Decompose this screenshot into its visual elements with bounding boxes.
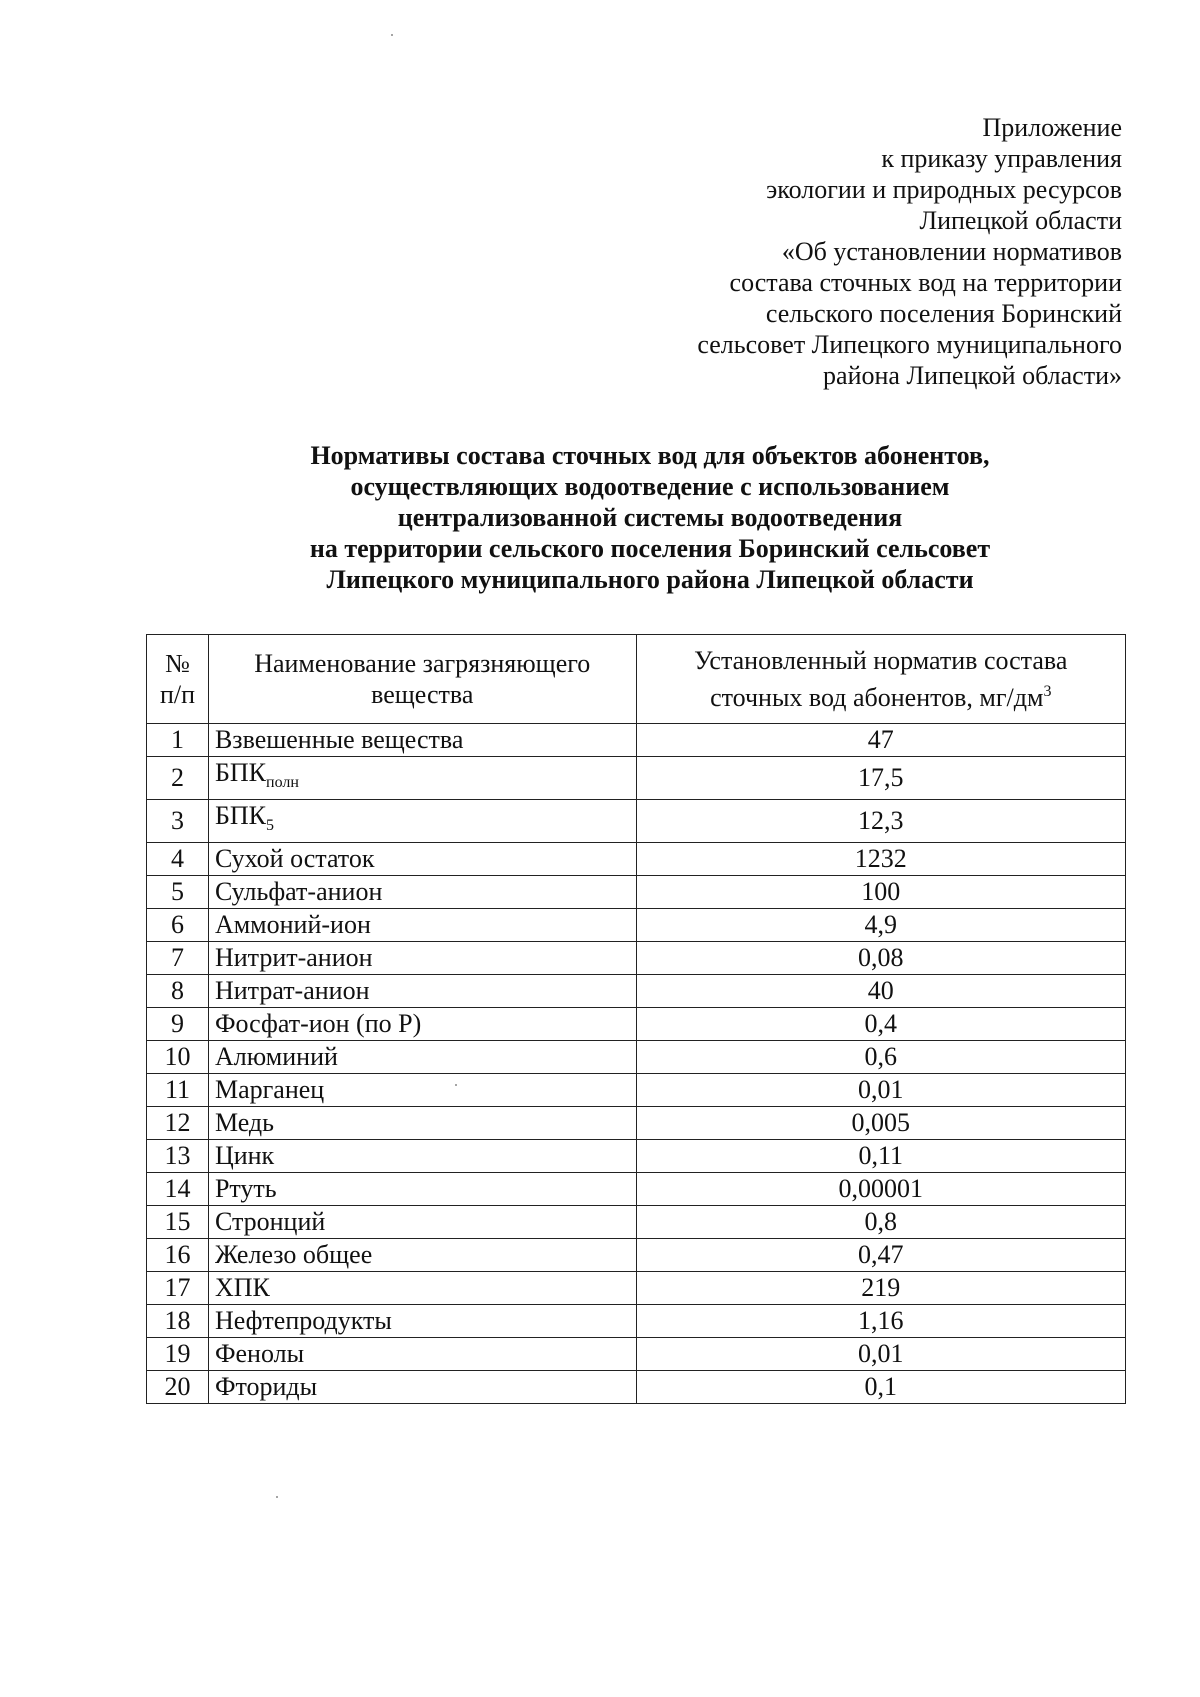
title-line: централизованной системы водоотведения (397, 503, 903, 532)
substance-name-cell (208, 800, 636, 843)
row-number: 2 (147, 757, 209, 800)
appendix-block (697, 112, 1122, 391)
norm-value: 0,01 (636, 1074, 1125, 1107)
row-number: 1 (147, 724, 209, 757)
table-row (147, 975, 1126, 1008)
norm-value: 219 (636, 1272, 1125, 1305)
row-number: 6 (147, 909, 209, 942)
appendix-line: сельсовет Липецкого муниципального (697, 330, 1122, 359)
substance-name: Сульфат-анион (214, 877, 383, 907)
header-number-line2: п/п (159, 680, 195, 709)
norm-value: 0,00001 (636, 1173, 1125, 1206)
substance-name: Сухой остаток (214, 844, 375, 874)
table-row (147, 757, 1126, 800)
norm-value: 0,47 (636, 1239, 1125, 1272)
substance-name-cell (208, 1239, 636, 1272)
row-number: 16 (147, 1239, 209, 1272)
substance-name: Фосфат-ион (по Р) (214, 1009, 422, 1039)
row-number: 12 (147, 1107, 209, 1140)
table-row (147, 1272, 1126, 1305)
norm-value: 17,5 (636, 757, 1125, 800)
norm-value: 1,16 (636, 1305, 1125, 1338)
header-norm-unit-exponent: 3 (1043, 683, 1052, 700)
substance-name-cell (208, 1338, 636, 1371)
header-number (147, 635, 209, 724)
title-line: Липецкого муниципального района Липецкой области (326, 565, 974, 594)
scan-speck (455, 1084, 457, 1086)
table-row (147, 876, 1126, 909)
norm-value: 0,8 (636, 1206, 1125, 1239)
table-row (147, 1305, 1126, 1338)
scan-speck (276, 1496, 278, 1498)
table-row (147, 1239, 1126, 1272)
norm-value: 0,1 (636, 1371, 1125, 1404)
substance-name: БПК (214, 758, 267, 787)
norm-value: 12,3 (636, 800, 1125, 843)
substance-name-cell (208, 876, 636, 909)
substance-name: Железо общее (214, 1240, 373, 1270)
row-number: 14 (147, 1173, 209, 1206)
table-row (147, 1173, 1126, 1206)
norm-value: 4,9 (636, 909, 1125, 942)
header-norm (636, 635, 1125, 724)
norm-value: 0,01 (636, 1338, 1125, 1371)
header-substance (208, 635, 636, 724)
header-substance-line2: вещества (371, 680, 474, 709)
appendix-line: Приложение (982, 113, 1122, 142)
substance-name-cell (208, 1107, 636, 1140)
substance-name-cell (208, 1305, 636, 1338)
substance-name: Марганец (214, 1075, 325, 1105)
substance-name: Взвешенные вещества (214, 725, 464, 754)
substance-name: Фенолы (214, 1339, 305, 1369)
row-number: 10 (147, 1041, 209, 1074)
norm-value: 40 (636, 975, 1125, 1008)
row-number: 3 (147, 800, 209, 843)
substance-name-cell (208, 724, 636, 757)
row-number: 8 (147, 975, 209, 1008)
substance-name: Ртуть (214, 1174, 277, 1204)
substance-name-cell (208, 1206, 636, 1239)
row-number: 5 (147, 876, 209, 909)
substance-subscript: 5 (266, 817, 275, 835)
substance-name: Медь (214, 1108, 275, 1138)
table-row (147, 800, 1126, 843)
row-number: 4 (147, 843, 209, 876)
document-title (150, 440, 1150, 595)
row-number: 7 (147, 942, 209, 975)
table-row (147, 1074, 1126, 1107)
appendix-line: состава сточных вод на территории (729, 268, 1122, 297)
row-number: 9 (147, 1008, 209, 1041)
row-number: 20 (147, 1371, 209, 1404)
table-row (147, 843, 1126, 876)
appendix-line: сельского поселения Боринский (765, 299, 1122, 328)
substance-name: Аммоний-ион (214, 910, 371, 940)
substance-name-cell (208, 1140, 636, 1173)
appendix-line: Липецкой области (919, 206, 1122, 235)
row-number: 18 (147, 1305, 209, 1338)
norm-value: 47 (636, 724, 1125, 757)
norms-table (146, 634, 1126, 1404)
header-number-line1: № (165, 649, 190, 678)
title-line: осуществляющих водоотведение с использованием (350, 472, 950, 501)
substance-name-cell (208, 1074, 636, 1107)
substance-name: Фториды (214, 1372, 318, 1402)
table-row (147, 1371, 1126, 1404)
substance-name-cell (208, 1371, 636, 1404)
appendix-line: района Липецкой области» (823, 361, 1122, 390)
row-number: 19 (147, 1338, 209, 1371)
substance-name: Нефтепродукты (214, 1306, 392, 1336)
table-row (147, 1107, 1126, 1140)
substance-name: Алюминий (214, 1042, 338, 1072)
header-substance-line1: Наименование загрязняющего (254, 649, 591, 678)
norm-value: 0,005 (636, 1107, 1125, 1140)
row-number: 13 (147, 1140, 209, 1173)
norm-value: 0,11 (636, 1140, 1125, 1173)
table-row (147, 724, 1126, 757)
substance-name-cell (208, 1173, 636, 1206)
header-norm-line2: сточных вод абонентов, мг/дм (710, 683, 1044, 712)
table-row (147, 1041, 1126, 1074)
substance-name-cell (208, 942, 636, 975)
substance-name: Цинк (214, 1141, 275, 1171)
table-row (147, 1338, 1126, 1371)
table-row (147, 1008, 1126, 1041)
title-line: на территории сельского поселения Боринский сельсовет (309, 534, 991, 563)
title-line: Нормативы состава сточных вод для объектов абонентов, (310, 441, 990, 470)
appendix-line: к приказу управления (881, 144, 1122, 173)
scan-speck (391, 34, 393, 36)
appendix-line: экологии и природных ресурсов (766, 175, 1122, 204)
substance-subscript: полн (266, 774, 299, 792)
substance-name-cell (208, 843, 636, 876)
substance-name-cell (208, 1008, 636, 1041)
substance-name-cell (208, 1272, 636, 1305)
substance-name: Стронций (214, 1207, 326, 1237)
row-number: 17 (147, 1272, 209, 1305)
substance-name: ХПК (214, 1273, 270, 1303)
substance-name: БПК (214, 801, 267, 831)
substance-name-cell (208, 757, 636, 800)
substance-name-cell (208, 975, 636, 1008)
table-row (147, 1206, 1126, 1239)
header-norm-line1: Установленный норматив состава (694, 646, 1068, 675)
substance-name: Нитрат-анион (214, 976, 370, 1006)
norm-value: 1232 (636, 843, 1125, 876)
norm-value: 0,08 (636, 942, 1125, 975)
substance-name: Нитрит-анион (214, 943, 373, 973)
table-row (147, 1140, 1126, 1173)
table-header-row (147, 635, 1126, 724)
appendix-line: «Об установлении нормативов (781, 237, 1122, 266)
substance-name-cell (208, 1041, 636, 1074)
norm-value: 100 (636, 876, 1125, 909)
table-row (147, 942, 1126, 975)
norm-value: 0,4 (636, 1008, 1125, 1041)
substance-name-cell (208, 909, 636, 942)
table-row (147, 909, 1126, 942)
row-number: 11 (147, 1074, 209, 1107)
norm-value: 0,6 (636, 1041, 1125, 1074)
row-number: 15 (147, 1206, 209, 1239)
